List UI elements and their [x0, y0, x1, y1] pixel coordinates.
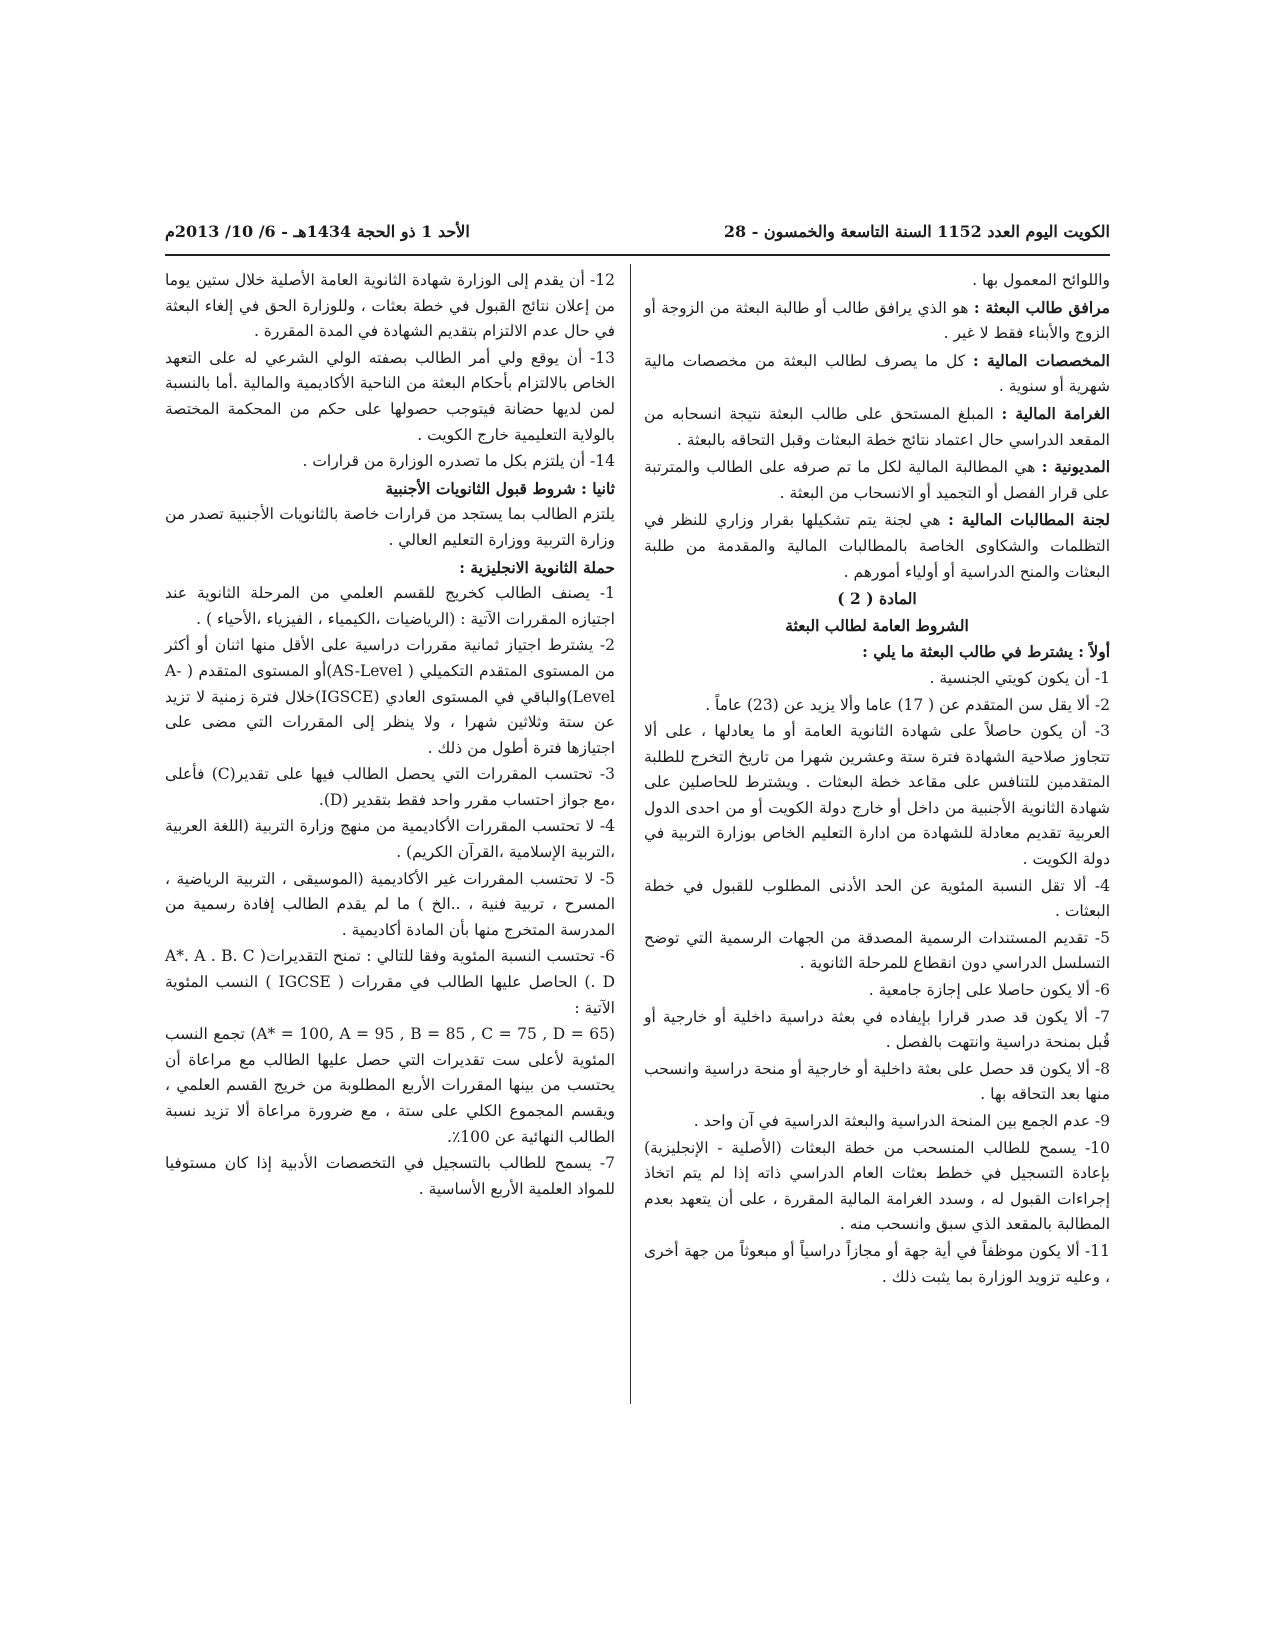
condition-item: 1- أن يكون كويتي الجنسية . [929, 668, 1110, 687]
condition-item: 4- ألا تقل النسبة المئوية عن الحد الأدنى المطلوب للقبول في خطة البعثات . [644, 876, 1110, 921]
condition-item: 3- أن يكون حاصلاً على شهادة الثانوية العامة أو ما يعادلها ، على ألا تتجاوز صلاحية الشهادة فترة ستة وعشرين شهرا من تاريخ التخرج للطلبة المتقدمين للتنافس على مقاعد خطة البعثات . ويشترط للحاصلين على شهادة الثانوية الأجنبية من داخل أو خارج دولة الكويت أو من احدى الدول العربية تقديم معادلة للشهادة من ادارة التعليم الخاص بوزارة التربية في دولة الكويت . [644, 722, 1110, 869]
definition-text: كل ما يصرف لطالب البعثة من مخصصات مالية شهرية أو سنوية . [644, 351, 1110, 396]
header-rule [165, 254, 1110, 256]
condition-item: 13- أن يوقع ولي أمر الطالب بصفته الولي الشرعي له على التعهد الخاص بالالتزام بأحكام البعثة من الناحية الأكاديمية والمالية .أما بالنسبة لمن لديها حضانة فيتوجب حصولها على حكم من المحكمة المختصة بالولاية التعليمية خارج الكويت . [165, 348, 615, 444]
definition-term: لجنة المطالبات المالية : [948, 510, 1110, 530]
definition-term: مرافق طالب البعثة : [973, 297, 1110, 317]
definition [644, 348, 1110, 400]
rule-item: 1- يصنف الطالب كخريج للقسم العلمي من المرحلة الثانوية عند اجتيازه المقررات الآتية : (الرياضيات ،الكيمياء ، الفيزياء ،الأحياء ) . [165, 584, 615, 628]
definition [644, 401, 1110, 453]
condition-item: 8- ألا يكون قد حصل على بعثة داخلية أو خارجية أو منحة دراسية وانسحب منها بعد التحاقه بها . [644, 1059, 1110, 1104]
definition-term: الغرامة المالية : [1001, 403, 1110, 423]
definition-term: المديونية : [1041, 457, 1110, 477]
definition [644, 295, 1110, 347]
paragraph: واللوائح المعمول بها . [972, 271, 1110, 289]
right-column [644, 268, 1110, 1291]
condition-item: 12- أن يقدم إلى الوزارة شهادة الثانوية العامة الأصلية خلال ستين يوما من إعلان نتائج القبول في خطة بعثات ، وللوزارة الحق في إلغاء البعثة في حال عدم الالتزام بتقديم الشهادة في المدة المقررة . [165, 271, 615, 341]
grade-values: (A* = 100, A = 95 , B = 85 , C = 75 , D = 65) [250, 1025, 615, 1044]
definition-text: هو الذي يرافق طالب أو طالبة البعثة من الزوجة أو الزوج والأبناء فقط لا غير . [644, 298, 1110, 343]
condition-item: 5- تقديم المستندات الرسمية المصدقة من الجهات الرسمية التي توضح التسلسل الدراسي دون انقطاع للمرحلة الثانوية . [644, 928, 1110, 973]
column-divider [630, 264, 631, 1404]
definition-term: المخصصات المالية : [973, 350, 1110, 370]
rule-text: تجمع النسب المئوية لأعلى ست تقديرات التي حصل عليها الطالب مع مراعاة أن يحتسب من بينها المقررات الأربع المطلوبة من خريج القسم العلمي ، ويقسم المجموع الكلي على ستة ، مع ضرورة مراعاة ألا تزيد نسبة الطالب النهائية عن 100٪. [165, 1025, 615, 1146]
subsection-heading: حملة الثانوية الانجليزية : [459, 557, 615, 577]
definition [644, 454, 1110, 506]
condition-item: 10- يسمح للطالب المنسحب من خطة البعثات (الأصلية - الإنجليزية) بإعادة التسجيل في خطط بعثات العام الدراسي ذاته إذا لم يتم اتخاذ إجراءات القبول له ، وسدد الغرامة المالية المقررة ، على أن يتعهد بعدم المطالبة بالمقعد الذي سبق وانسحب منه . [644, 1138, 1110, 1234]
left-column [165, 268, 615, 1203]
condition-item: 2- ألا يقل سن المتقدم عن ( 17) عاما وألا يزيد عن (23) عاماً . [705, 695, 1110, 714]
page-header [165, 218, 1110, 248]
rule-item-continued [165, 1022, 615, 1150]
paragraph: يلتزم الطالب بما يستجد من قرارات خاصة بالثانويات الأجنبية تصدر من وزارة التربية ووزارة التعليم العالي . [165, 505, 615, 549]
rule-item: 7- يسمح للطالب بالتسجيل في التخصصات الأدبية إذا كان مستوفيا للمواد العلمية الأربع الأساسية . [165, 1154, 615, 1198]
rule-item: 3- تحتسب المقررات التي يحصل الطالب فيها على تقدير(C) فأعلى ،مع جواز احتساب مقرر واحد فقط بتقدير (D). [165, 765, 615, 809]
condition-item: 14- أن يلتزم بكل ما تصدره الوزارة من قرارات . [302, 452, 615, 471]
condition-item: 7- ألا يكون قد صدر قرارا بإيفاده في بعثة دراسية داخلية أو خارجية أو قُبل بمنحة دراسية وانتهت بالفصل . [644, 1007, 1110, 1052]
condition-item: 6- ألا يكون حاصلا على إجازة جامعية . [868, 981, 1110, 1000]
definition-text: هي المطالبة المالية لكل ما تم صرفه على الطالب والمترتبة على قرار الفصل أو التجميد أو الانسحاب من البعثة . [644, 458, 1110, 502]
definition-text: المبلغ المستحق على طالب البعثة نتيجة انسحابه من المقعد الدراسي حال اعتماد نتائج خطة البعثات وقبل التحاقه بالبعثة . [644, 404, 1110, 449]
rule-item: 5- لا تحتسب المقررات غير الأكاديمية (الموسيقى ، التربية الرياضية ، المسرح ، تربية فنية ، ..الخ ) ما لم يقدم الطالب إفادة رسمية من المدرسة المتخرج منها بأن المادة أكاديمية . [165, 869, 615, 939]
condition-item: 11- ألا يكون موظفاً في أية جهة أو مجازاً دراسياً أو مبعوثاً من جهة أخرى ، وعليه تزويد الوزارة بما يثبت ذلك . [644, 1241, 1110, 1286]
rule-item: 2- يشترط اجتياز ثمانية مقررات دراسية على الأقل منها اثنان أو أكثر من المستوى المتقدم التكميلي ( AS-Level)أو المستوى المتقدم ( A-Level)والباقي في المستوى العادي (IGSCE)خلال فترة زمنية لا تزيد عن ستة وثلاثين شهرا ، ولا ينظر إلى المقررات التي مضى على اجتيازها فترة أطول من ذلك . [165, 636, 615, 757]
rule-item: 6- تحتسب النسبة المئوية وفقا للتالي : تمنح التقديرات( A*. A . B. C . D) الحاصل عليها الطالب في مقررات ( IGCSE ) النسب المئوية الآتية : [165, 947, 615, 1017]
condition-item: 9- عدم الجمع بين المنحة الدراسية والبعثة الدراسية في آن واحد . [693, 1112, 1110, 1130]
rule-item: 4- لا تحتسب المقررات الأكاديمية من منهج وزارة التربية (اللغة العربية ،التربية الإسلامية ،القرآن الكريم) . [165, 817, 615, 862]
header-publication-info: الكويت اليوم العدد 1152 السنة التاسعة والخمسون - 28 [723, 222, 1110, 241]
article-title: الشروط العامة لطالب البعثة [785, 615, 969, 635]
article-number: المادة ( 2 ) [837, 589, 917, 609]
section-heading: ثانيا : شروط قبول الثانويات الأجنبية [385, 478, 615, 498]
header-date: الأحد 1 ذو الحجة 1434هـ - 6/ 10/ 2013م [165, 222, 470, 241]
definition-text: هي لجنة يتم تشكيلها بقرار وزاري للنظر في التظلمات والشكاوى الخاصة بالمطالبات المالية والمقدمة من طلبة البعثات والمنح الدراسية أو أولياء أمورهم . [644, 511, 1110, 581]
section-heading: أولاً : يشترط في طالب البعثة ما يلي : [862, 642, 1110, 662]
definition [644, 507, 1110, 585]
